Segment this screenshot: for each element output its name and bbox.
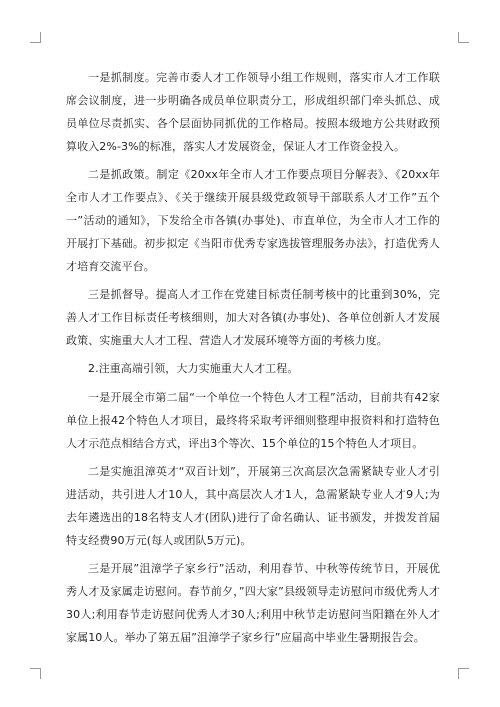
crop-mark-bottom-right — [458, 668, 469, 679]
paragraph-system: 一是抓制度。完善市委人才工作领导小组工作规则，落实市人才工作联席会议制度，进一步明确各成员单位职责分工，形成组织部门牵头抓总、成员单位尽责抓实、各个层面协同抓优的工作格局。按照本级地方公共财政预算收入2%-3%的标准，落实人才发展资金，保证人才工作资金投入。 — [66, 71, 440, 153]
paragraph-special-talent: 一是开展全市第二届“一个单位一个特色人才工程”活动，目前共有42家单位上报42个特色人才项目，最终将采取考评细则整理申报资料和打造特色人才示范点相结合方式，评出3个等次、15个单位的15个特色人才项目。 — [66, 391, 440, 450]
crop-mark-bottom-left — [30, 668, 41, 679]
paragraph-policy: 二是抓政策。制定《20xx年全市人才工作要点项目分解表》、《20xx年全市人才工作要点》、《关于继续开展县级党政领导干部联系人才工作”五个一”活动的通知》，下发给全市各镇(办事处)、市直单位，为全市人才工作的开展打下基础。初步拟定《当阳市优秀专家选拔管理服务办法》，打造优秀人才培育交流平台。 — [66, 168, 440, 273]
paragraph-double-hundred: 二是实施沮漳英才“双百计划”，开展第三次高层次急需紧缺专业人才引进活动，共引进人才10人，其中高层次人才1人，急需紧缺专业人才9人;为去年遴选出的18名特支人才(团队)进行了命名确认、证书颁发，并拨发首届特支经费90万元(每人或团队5万元)。 — [66, 465, 440, 547]
paragraph-hometown-visit: 三是开展”沮漳学子家乡行”活动，利用春节、中秋等传统节日，开展优秀人才及家属走访慰问。春节前夕，”四大家”县级领导走访慰问市级优秀人才30人;利用春节走访慰问优秀人才30人;利用中秋节走访慰问当阳籍在外人才家属10人。举办了第五届”沮漳学子家乡行”应届高中毕业生暑期报告会。 — [66, 562, 440, 644]
paragraph-heading-talent-project: 2.注重高端引领，大力实施重大人才工程。 — [88, 362, 299, 375]
crop-mark-top-left — [30, 32, 41, 43]
paragraph-supervision: 三是抓督导。提高人才工作在党建目标责任制考核中的比重到30%，完善人才工作目标责任考核细则，加大对各镇(办事处)、各单位创新人才发展政策、实施重大人才工程、营造人才发展环境等方面的考核力度。 — [66, 288, 440, 347]
crop-mark-top-right — [458, 32, 469, 43]
document-body — [66, 66, 440, 654]
